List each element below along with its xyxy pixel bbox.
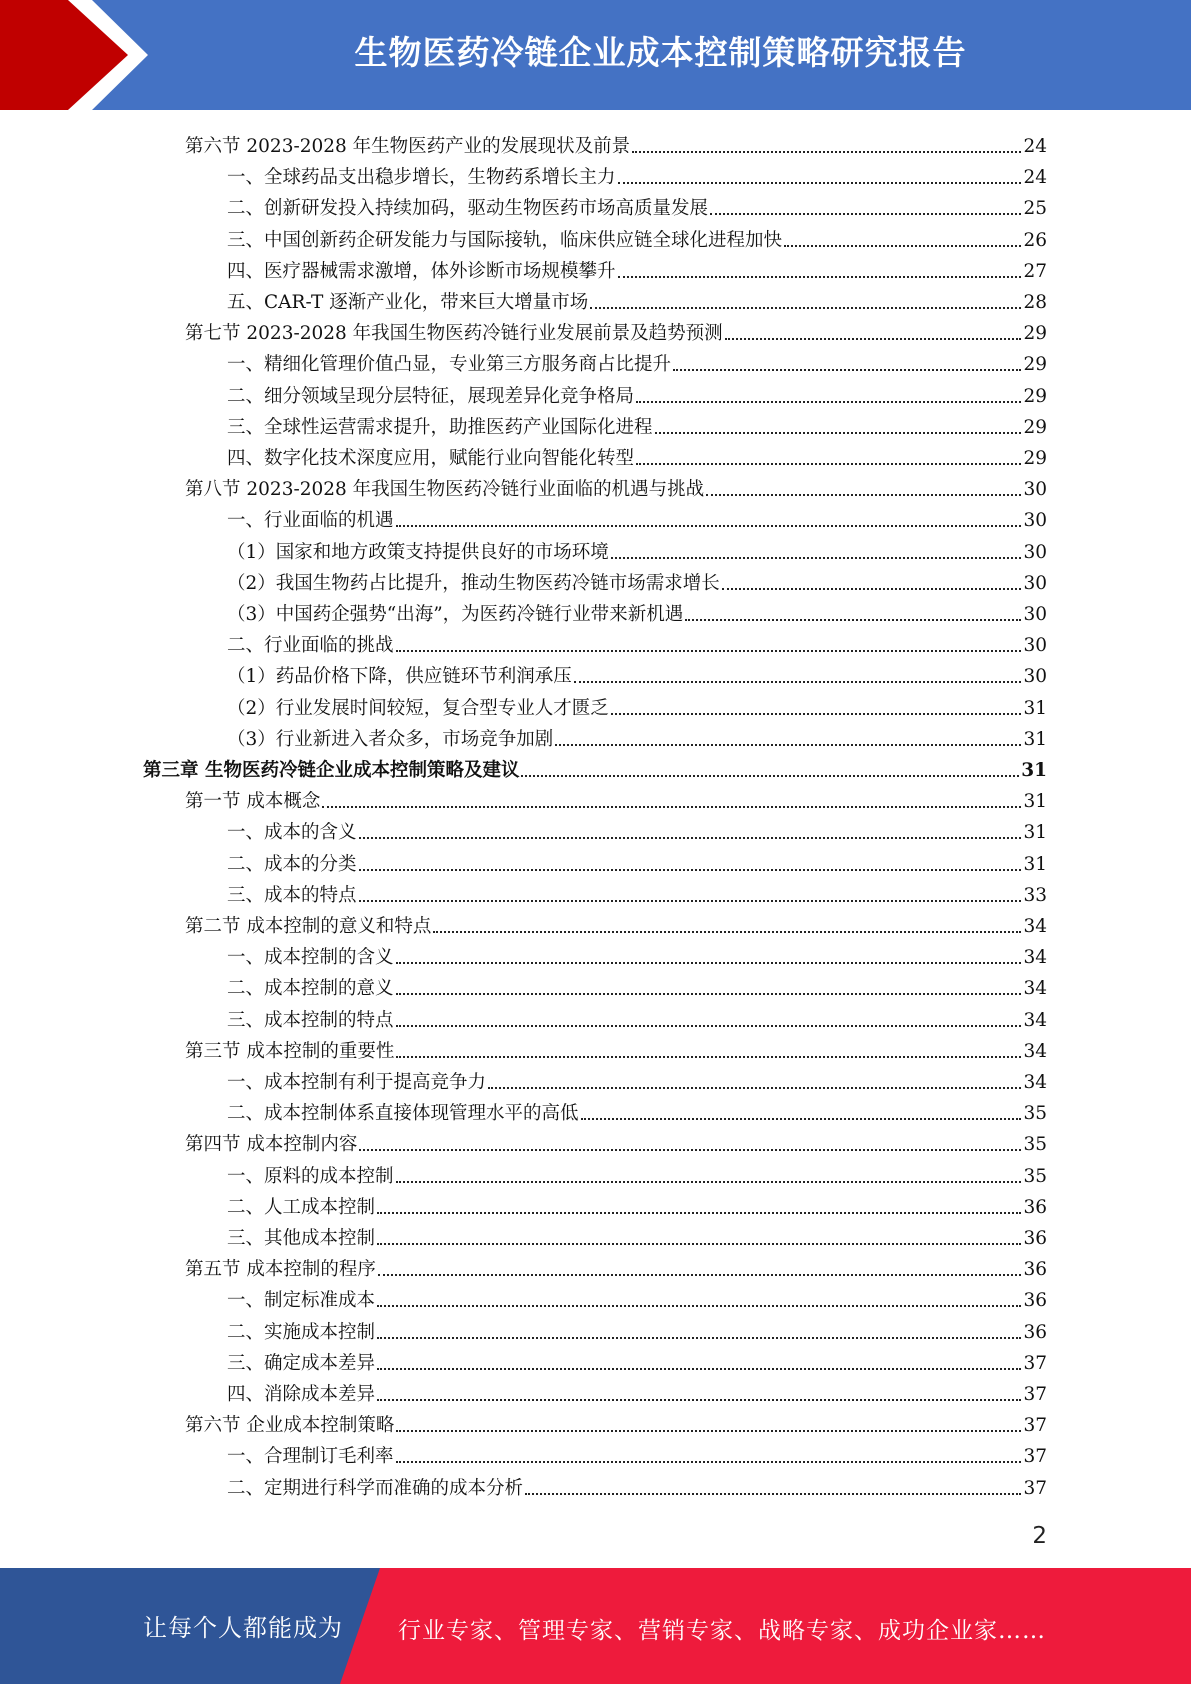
toc-entry-page: 29 — [1023, 354, 1047, 376]
toc-entry-page: 36 — [1023, 1321, 1047, 1343]
toc-section-entry[interactable] — [185, 782, 1047, 813]
toc-leader-dots — [725, 334, 1022, 340]
toc-section-entry[interactable] — [185, 314, 1047, 345]
toc-leader-dots — [618, 178, 1022, 184]
toc-entry-label: 四、数字化技术深度应用，赋能行业向智能化转型 — [227, 448, 635, 469]
toc-section-entry[interactable] — [185, 1125, 1047, 1156]
toc-leader-dots — [377, 1364, 1021, 1370]
toc-section-entry[interactable] — [185, 1250, 1047, 1281]
toc-section-entry[interactable] — [185, 907, 1047, 938]
toc-entry-page: 31 — [1023, 697, 1047, 719]
toc-leader-dots — [396, 1021, 1022, 1027]
toc-leader-dots — [488, 1083, 1021, 1089]
toc-entry-page: 34 — [1023, 947, 1047, 969]
toc-entry-label: 三、全球性运营需求提升，助推医药产业国际化进程 — [227, 416, 653, 438]
toc-subsection-entry[interactable] — [227, 1281, 1047, 1312]
toc-entry-label: 第八节 2023-2028 年我国生物医药冷链行业面临的机遇与挑战 — [185, 479, 705, 501]
toc-entry-label: 第六节 2023-2028 年生物医药产业的发展现状及前景 — [185, 136, 631, 157]
toc-entry-page: 37 — [1023, 1384, 1047, 1405]
toc-leader-dots — [377, 1301, 1021, 1307]
page-header — [0, 0, 1191, 110]
toc-leader-dots — [590, 303, 1021, 309]
toc-leader-dots — [396, 646, 1022, 652]
toc-entry-page: 37 — [1023, 1477, 1047, 1499]
toc-entry-page: 29 — [1023, 323, 1047, 345]
toc-entry-page: 30 — [1023, 510, 1047, 532]
toc-subsection-entry[interactable] — [227, 221, 1047, 252]
toc-subsection-entry[interactable] — [227, 439, 1047, 470]
toc-entry-page: 29 — [1023, 416, 1047, 438]
toc-entry-label: 二、细分领域呈现分层特征，展现差异化竞争格局 — [227, 385, 635, 407]
toc-entry-page: 26 — [1023, 229, 1047, 251]
toc-leader-dots — [377, 1208, 1021, 1214]
toc-subsection-entry[interactable] — [227, 657, 1047, 688]
toc-subsection-entry[interactable] — [227, 813, 1047, 844]
toc-entry-label: 二、创新研发投入持续加码，驱动生物医药市场高质量发展 — [227, 198, 709, 220]
toc-subsection-entry[interactable] — [227, 1001, 1047, 1032]
toc-entry-page: 30 — [1023, 604, 1047, 625]
toc-leader-dots — [396, 1177, 1022, 1183]
toc-entry-page: 37 — [1023, 1352, 1047, 1374]
toc-entry-label: 第五节 成本控制的程序 — [185, 1259, 376, 1281]
toc-entry-page: 24 — [1023, 136, 1047, 157]
toc-entry-page: 29 — [1023, 448, 1047, 469]
toc-entry-page: 37 — [1023, 1446, 1047, 1468]
toc-entry-label: 二、定期进行科学而准确的成本分析 — [227, 1477, 524, 1499]
toc-entry-label: 第四节 成本控制内容 — [185, 1134, 358, 1156]
toc-leader-dots — [359, 1145, 1021, 1151]
toc-leader-dots — [611, 709, 1022, 715]
toc-leader-dots — [581, 1114, 1022, 1120]
toc-leader-dots — [525, 1489, 1021, 1495]
toc-subsection-entry[interactable] — [227, 1375, 1047, 1406]
toc-entry-page: 36 — [1023, 1196, 1047, 1218]
toc-entry-label: 五、CAR-T 逐渐产业化，带来巨大增量市场 — [227, 292, 589, 313]
toc-entry-page: 29 — [1023, 385, 1047, 407]
toc-entry-label: 二、成本控制的意义 — [227, 978, 394, 1000]
toc-entry-label: 一、全球药品支出稳步增长，生物药系增长主力 — [227, 167, 616, 189]
toc-subsection-entry[interactable] — [227, 938, 1047, 969]
toc-leader-dots — [611, 553, 1022, 559]
toc-leader-dots — [359, 865, 1022, 871]
toc-entry-label: 一、成本控制的含义 — [227, 947, 394, 969]
toc-leader-dots — [359, 896, 1022, 902]
toc-leader-dots — [396, 1457, 1022, 1463]
page-number: 2 — [1032, 1523, 1047, 1549]
toc-entry-label: 第七节 2023-2028 年我国生物医药冷链行业发展前景及趋势预测 — [185, 323, 723, 345]
toc-entry-label: 二、成本的分类 — [227, 853, 357, 875]
toc-leader-dots — [377, 1395, 1021, 1401]
toc-entry-label: 四、医疗器械需求激增，体外诊断市场规模攀升 — [227, 260, 616, 282]
toc-entry-label: 二、成本控制体系直接体现管理水平的高低 — [227, 1103, 579, 1125]
toc-subsection-entry[interactable] — [227, 969, 1047, 1000]
toc-entry-label: （2）我国生物药占比提升，推动生物医药冷链市场需求增长 — [227, 572, 720, 594]
toc-entry-page: 33 — [1023, 884, 1047, 906]
toc-entry-page: 31 — [1023, 791, 1047, 813]
toc-subsection-entry[interactable] — [227, 1437, 1047, 1468]
toc-entry-page: 30 — [1023, 479, 1047, 501]
toc-entry-label: 三、其他成本控制 — [227, 1228, 376, 1249]
toc-section-entry[interactable] — [185, 1032, 1047, 1063]
toc-leader-dots — [359, 833, 1022, 839]
toc-subsection-entry[interactable] — [227, 626, 1047, 657]
toc-entry-page: 30 — [1023, 635, 1047, 657]
toc-entry-label: （2）行业发展时间较短，复合型专业人才匮乏 — [227, 697, 609, 719]
toc-leader-dots — [396, 958, 1022, 964]
toc-entry-page: 31 — [1023, 728, 1047, 750]
toc-leader-dots — [521, 771, 1019, 777]
toc-entry-page: 35 — [1023, 1165, 1047, 1187]
toc-subsection-entry[interactable] — [227, 408, 1047, 439]
toc-entry-page: 36 — [1023, 1228, 1047, 1249]
toc-entry-page: 34 — [1023, 1009, 1047, 1031]
toc-entry-page: 25 — [1023, 198, 1047, 220]
toc-entry-label: 一、成本的含义 — [227, 822, 357, 844]
toc-subsection-entry[interactable] — [227, 533, 1047, 564]
toc-entry-page: 28 — [1023, 292, 1047, 313]
toc-entry-label: 第六节 企业成本控制策略 — [185, 1415, 395, 1437]
toc-leader-dots — [377, 1333, 1021, 1339]
footer-slogan-right: 行业专家、管理专家、营销专家、战略专家、成功企业家…… — [398, 1618, 1046, 1644]
toc-entry-label: 第一节 成本概念 — [185, 791, 321, 813]
toc-subsection-entry[interactable] — [227, 876, 1047, 907]
toc-entry-page: 31 — [1021, 760, 1047, 781]
toc-leader-dots — [784, 241, 1021, 247]
toc-section-entry[interactable] — [185, 1406, 1047, 1437]
toc-leader-dots — [722, 584, 1022, 590]
page-footer — [0, 1568, 1191, 1684]
toc-leader-dots — [710, 209, 1021, 215]
toc-subsection-entry[interactable] — [227, 1188, 1047, 1219]
toc-entry-label: （1）国家和地方政策支持提供良好的市场环境 — [227, 541, 609, 563]
toc-leader-dots — [396, 1052, 1021, 1058]
toc-leader-dots — [673, 365, 1021, 371]
toc-chapter-entry[interactable] — [143, 751, 1047, 782]
toc-subsection-entry[interactable] — [227, 1157, 1047, 1188]
toc-entry-page: 34 — [1023, 916, 1047, 937]
toc-leader-dots — [322, 802, 1021, 808]
toc-subsection-entry[interactable] — [227, 845, 1047, 876]
toc-entry-page: 36 — [1023, 1259, 1047, 1281]
toc-entry-page: 31 — [1023, 853, 1047, 875]
toc-leader-dots — [396, 989, 1022, 995]
toc-leader-dots — [377, 1239, 1021, 1245]
toc-entry-label: 三、中国创新药企研发能力与国际接轨，临床供应链全球化进程加快 — [227, 229, 783, 251]
toc-entry-page: 36 — [1023, 1290, 1047, 1312]
toc-leader-dots — [433, 927, 1021, 933]
toc-subsection-entry[interactable] — [227, 1219, 1047, 1250]
toc-subsection-entry[interactable] — [227, 1469, 1047, 1500]
toc-entry-label: 一、合理制订毛利率 — [227, 1446, 394, 1468]
toc-entry-label: 一、成本控制有利于提高竞争力 — [227, 1072, 487, 1093]
toc-entry-page: 35 — [1023, 1134, 1047, 1156]
toc-leader-dots — [378, 1270, 1022, 1276]
footer-red-slant — [340, 1568, 380, 1684]
toc-subsection-entry[interactable] — [227, 1313, 1047, 1344]
toc-entry-label: （3）中国药企强势“出海”，为医药冷链行业带来新机遇 — [227, 604, 684, 625]
toc-entry-page: 31 — [1023, 822, 1047, 844]
toc-leader-dots — [396, 521, 1022, 527]
toc-entry-page: 37 — [1023, 1415, 1047, 1437]
toc-entry-label: 二、人工成本控制 — [227, 1196, 376, 1218]
toc-entry-label: 第二节 成本控制的意义和特点 — [185, 916, 432, 937]
toc-entry-label: 一、原料的成本控制 — [227, 1165, 394, 1187]
toc-subsection-entry[interactable] — [227, 189, 1047, 220]
toc-entry-label: 四、消除成本差异 — [227, 1384, 376, 1405]
toc-subsection-entry[interactable] — [227, 1094, 1047, 1125]
toc-subsection-entry[interactable] — [227, 689, 1047, 720]
toc-subsection-entry[interactable] — [227, 501, 1047, 532]
toc-entry-label: 三、确定成本差异 — [227, 1352, 376, 1374]
toc-leader-dots — [574, 677, 1022, 683]
toc-entry-label: 一、行业面临的机遇 — [227, 510, 394, 532]
toc-entry-label: 一、制定标准成本 — [227, 1290, 376, 1312]
toc-subsection-entry[interactable] — [227, 345, 1047, 376]
header-arrow-decoration — [0, 0, 150, 110]
toc-section-entry[interactable] — [185, 470, 1047, 501]
toc-leader-dots — [655, 428, 1022, 434]
toc-entry-label: 二、行业面临的挑战 — [227, 635, 394, 657]
toc-section-entry[interactable] — [185, 127, 1047, 158]
toc-entry-page: 30 — [1023, 541, 1047, 563]
report-title: 生物医药冷链企业成本控制策略研究报告 — [354, 33, 967, 72]
toc-leader-dots — [632, 147, 1021, 153]
toc-entry-label: 第三节 成本控制的重要性 — [185, 1040, 395, 1062]
toc-subsection-entry[interactable] — [227, 252, 1047, 283]
toc-subsection-entry[interactable] — [227, 377, 1047, 408]
toc-subsection-entry[interactable] — [227, 595, 1047, 626]
toc-entry-page: 30 — [1023, 666, 1047, 688]
toc-leader-dots — [555, 740, 1021, 746]
toc-leader-dots — [636, 459, 1021, 465]
toc-subsection-entry[interactable] — [227, 283, 1047, 314]
toc-entry-page: 24 — [1023, 167, 1047, 189]
toc-entry-label: 三、成本的特点 — [227, 884, 357, 906]
toc-entry-page: 34 — [1023, 1072, 1047, 1093]
toc-subsection-entry[interactable] — [227, 158, 1047, 189]
toc-leader-dots — [636, 397, 1021, 403]
toc-entry-label: 第三章 生物医药冷链企业成本控制策略及建议 — [143, 760, 520, 781]
toc-entry-label: 二、实施成本控制 — [227, 1321, 376, 1343]
footer-slogan-left: 让每个人都能成为 — [143, 1614, 343, 1642]
toc-entry-page: 34 — [1023, 1040, 1047, 1062]
toc-entry-label: （3）行业新进入者众多，市场竞争加剧 — [227, 728, 554, 750]
toc-entry-page: 35 — [1023, 1103, 1047, 1125]
toc-entry-label: 三、成本控制的特点 — [227, 1009, 394, 1031]
toc-subsection-entry[interactable] — [227, 1063, 1047, 1094]
toc-entry-label: （1）药品价格下降，供应链环节利润承压 — [227, 666, 572, 688]
toc-subsection-entry[interactable] — [227, 1344, 1047, 1375]
toc-entry-page: 27 — [1023, 260, 1047, 282]
toc-subsection-entry[interactable] — [227, 564, 1047, 595]
toc-entry-page: 30 — [1023, 572, 1047, 594]
toc-leader-dots — [706, 490, 1021, 496]
toc-leader-dots — [685, 615, 1021, 621]
toc-subsection-entry[interactable] — [227, 720, 1047, 751]
toc-entry-page: 34 — [1023, 978, 1047, 1000]
toc-leader-dots — [396, 1426, 1021, 1432]
toc-entry-label: 一、精细化管理价值凸显，专业第三方服务商占比提升 — [227, 354, 672, 376]
toc-leader-dots — [618, 272, 1022, 278]
